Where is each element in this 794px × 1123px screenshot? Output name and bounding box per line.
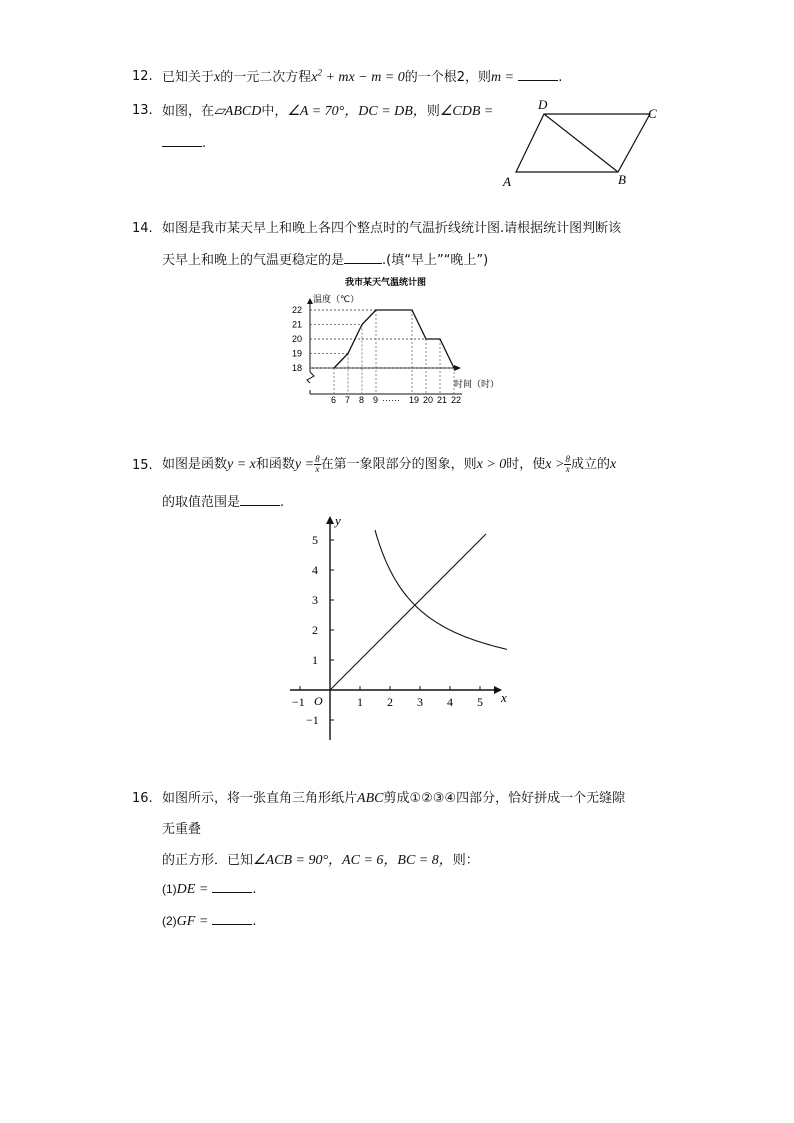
chart-ellipsis: …… (382, 393, 400, 403)
q16-text: 如图所示，将一张直角三角形纸片 (162, 791, 358, 806)
x-tick-label: −1 (292, 695, 305, 709)
q15-condition: x > 0 (476, 457, 507, 472)
label-a: A (503, 174, 511, 189)
label-d: D (538, 97, 548, 112)
x-tick-label: 3 (417, 695, 423, 709)
q14-answer-blank[interactable] (344, 251, 382, 264)
chart-ytick-label: 21 (292, 319, 303, 330)
q15-text-post: 在第一象限部分的图象，则 (320, 457, 477, 472)
q16-number: 16. (132, 791, 153, 806)
q15-func2: y = (294, 457, 315, 472)
q14-line2-text: 天早上和晚上的气温更稳定的是 (162, 253, 345, 268)
q15-inequality: x > (545, 457, 565, 472)
q16-line1 (162, 787, 625, 807)
chart-xtick-label: 6 (331, 395, 337, 405)
q12-end: . (558, 70, 563, 85)
y-tick-label: 1 (312, 653, 318, 667)
chart-xtick-label: 7 (345, 395, 351, 405)
parallelogram-shape (516, 114, 650, 172)
chart-x-arrow (454, 365, 461, 371)
q13-parallelogram: ▱ABCD (214, 104, 262, 119)
q15-func1: y = x (227, 457, 256, 472)
q15-line2-text: 的取值范围是 (162, 495, 241, 510)
q14-line1: 如图是我市某天早上和晚上各四个整点时的气温折线统计图.请根据统计图判断该 (162, 221, 622, 236)
q14-number: 14. (132, 221, 153, 236)
q12-ask: m = (491, 70, 515, 85)
temperature-chart (286, 270, 506, 412)
q16-line2: 无重叠 (162, 822, 202, 837)
chart-xtick-label: 9 (373, 395, 379, 405)
q12-number: 12. (132, 69, 153, 84)
q12-var: x (214, 70, 221, 85)
chart-axes (307, 298, 462, 394)
question-12 (162, 66, 562, 86)
q16-text-b: 剪成①②③④四部分，恰好拼成一个无缝隙 (383, 791, 626, 806)
q12-equation: + mx − m = 0 (321, 70, 405, 85)
q16-part1-end: . (252, 882, 257, 897)
q12-eq-a: x (311, 70, 318, 85)
q13-condition: ∠A = 70°，DC = DB， (287, 104, 427, 119)
chart-xtick-label: 21 (437, 395, 448, 405)
chart-xtick-label: 19 (409, 395, 420, 405)
q12-eq-sup: 2 (317, 67, 322, 78)
y-tick-label: −1 (306, 713, 319, 727)
chart-xtick-label: 20 (423, 395, 434, 405)
q12-text-post: 的一个根2，则 (404, 70, 492, 85)
graph-curves (330, 530, 507, 690)
line-y-equals-x (330, 534, 486, 690)
q13-number: 13. (132, 103, 153, 118)
q15-fraction-2: $\frac{8}{x}$ (565, 454, 570, 474)
q16-part2 (162, 912, 257, 930)
q13-end: . (202, 136, 207, 151)
q15-text-mid: 和函数 (255, 457, 295, 472)
q12-text-mid: 的一元二次方程 (220, 70, 312, 85)
x-tick-label: 2 (387, 695, 393, 709)
origin-label: O (314, 694, 323, 708)
q16-part1-label: (1) (162, 882, 177, 896)
q13-text: 如图，在 (162, 104, 215, 119)
question-15 (162, 453, 616, 474)
q15-var: x (609, 457, 617, 472)
chart-title: 我市某天气温统计图 (345, 278, 427, 288)
q16-part2-blank[interactable] (212, 912, 252, 925)
chart-ytick-label: 18 (292, 363, 303, 373)
q15-text-post2: 时，使 (506, 457, 546, 472)
q15-number: 15. (132, 458, 153, 473)
chart-ytick-label: 20 (292, 334, 303, 344)
q16-part2-eq: GF = (176, 914, 209, 929)
chart-guides (310, 310, 454, 394)
function-graph (278, 508, 518, 748)
q15-line2 (162, 491, 284, 510)
q16-part1-blank[interactable] (212, 880, 252, 893)
chart-yticks (292, 305, 302, 373)
q16-part1 (162, 880, 257, 898)
q16-given: ∠ACB = 90°，AC = 6，BC = 8， (253, 853, 453, 868)
q16-line3-end: 则： (452, 853, 479, 868)
q12-text: 已知关于 (162, 70, 215, 85)
q16-part1-eq: DE = (176, 882, 209, 897)
label-c: C (648, 106, 657, 121)
x-tick-label: 1 (357, 695, 363, 709)
question-13 (162, 100, 493, 120)
q15-text: 如图是函数 (162, 457, 228, 472)
diagonal-db (544, 114, 618, 172)
hyperbola-y-equals-8-over-x (375, 530, 507, 649)
chart-xtick-label: 22 (451, 395, 462, 405)
y-tick-label: 3 (312, 593, 318, 607)
q13-answer-line (162, 134, 206, 151)
q13-text-mid: 中， (261, 104, 288, 119)
x-tick-label: 5 (477, 695, 483, 709)
y-axis-arrow (326, 516, 334, 524)
chart-ylabel: 温度（℃） (313, 295, 360, 305)
parallelogram-figure (496, 92, 668, 192)
chart-xlabel: 时间（时） (454, 380, 500, 390)
label-b: B (618, 172, 626, 187)
q13-answer-blank[interactable] (162, 134, 202, 147)
q16-line3-text: 的正方形．已知 (162, 853, 254, 868)
q12-answer-blank[interactable] (518, 68, 558, 81)
q14-line2 (162, 249, 488, 268)
chart-axis-break (307, 372, 314, 383)
q15-text-post3: 成立的 (570, 457, 610, 472)
y-tick-label: 4 (312, 563, 318, 577)
y-tick-label: 5 (312, 533, 318, 547)
q13-text-post: 则 (426, 104, 440, 119)
y-tick-label: 2 (312, 623, 318, 637)
q15-answer-blank[interactable] (240, 493, 280, 506)
q16-triangle: ABC (357, 791, 384, 806)
x-axis-label: x (501, 690, 507, 705)
chart-xtick-label: 8 (359, 395, 365, 405)
q16-part2-label: (2) (162, 914, 177, 928)
q16-line3 (162, 849, 479, 869)
chart-ytick-label: 22 (292, 305, 303, 315)
q14-line2-end: .(填“早上”“晚上”) (382, 253, 489, 268)
chart-ytick-label: 19 (292, 348, 303, 359)
q15-end: . (280, 495, 285, 510)
y-axis-label: y (335, 513, 341, 528)
q16-part2-end: . (252, 914, 257, 929)
q13-ask: ∠CDB = (439, 104, 494, 119)
x-tick-label: 4 (447, 695, 453, 709)
q15-fraction: $\frac{8}{x}$ (315, 454, 320, 474)
